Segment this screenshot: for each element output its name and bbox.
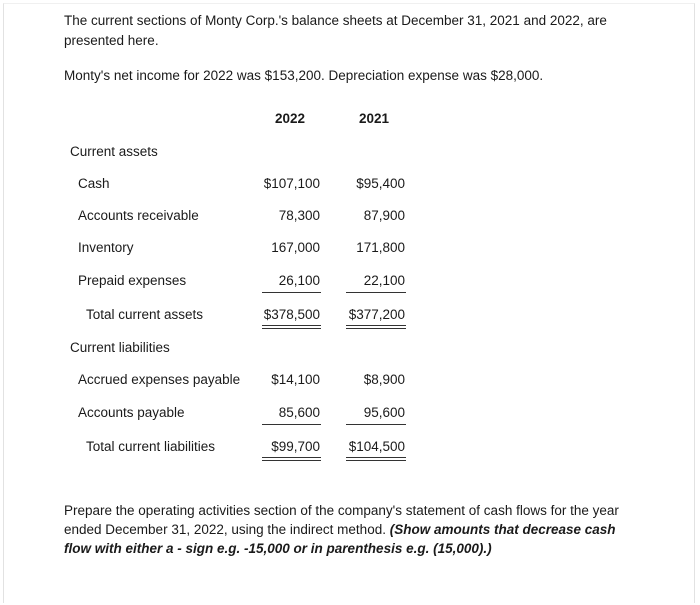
total-current-liabilities-2022: $99,700 [271, 439, 320, 454]
cash-label: Cash [78, 176, 110, 191]
prepaid-expenses-label: Prepaid expenses [78, 273, 187, 288]
total-current-assets-label: Total current assets [86, 307, 204, 322]
total-double-underline-2022-assets [262, 325, 321, 329]
prepaid-expenses-2021: 22,100 [363, 273, 405, 288]
total-current-assets-2022: $378,500 [263, 307, 320, 322]
accrued-expenses-payable-2022: $14,100 [271, 372, 320, 387]
column-header-2021: 2021 [358, 111, 390, 126]
subtotal-underline-2021-liabilities [346, 424, 406, 425]
accounts-receivable-2022: 78,300 [278, 208, 320, 223]
inventory-label: Inventory [78, 240, 134, 255]
accrued-expenses-payable-label: Accrued expenses payable [78, 372, 241, 387]
total-current-assets-2021: $377,200 [348, 307, 405, 322]
prepaid-expenses-2022: 26,100 [278, 273, 320, 288]
column-header-2022: 2022 [274, 111, 306, 126]
current-liabilities-heading: Current liabilities [70, 340, 170, 355]
instructions-main: Prepare the operating activities section of the company's statement of cash flows for the year ended December 31, 2022, using the indirect method. [64, 503, 619, 537]
total-double-underline-2021-liabilities [346, 457, 406, 461]
subtotal-underline-2022-liabilities [262, 424, 321, 425]
cash-2022: $107,100 [263, 176, 320, 191]
subtotal-underline-2021-assets [346, 292, 406, 293]
instructions-paragraph [64, 501, 644, 558]
current-assets-heading: Current assets [70, 144, 158, 159]
cash-2021: $95,400 [356, 176, 405, 191]
total-current-liabilities-2021: $104,500 [348, 439, 405, 454]
accounts-payable-label: Accounts payable [78, 405, 185, 420]
accounts-receivable-2021: 87,900 [363, 208, 405, 223]
net-income-paragraph: Monty's net income for 2022 was $153,200. Depreciation expense was $28,000. [64, 68, 544, 83]
subtotal-underline-2022-assets [262, 292, 321, 293]
accrued-expenses-payable-2021: $8,900 [363, 372, 405, 387]
total-current-liabilities-label: Total current liabilities [86, 439, 216, 454]
instructions-emphasis: (Show amounts that decrease cash flow with either a - sign e.g. -15,000 or in parenthesis e.g. (15,000).) [64, 522, 616, 556]
inventory-2022: 167,000 [271, 240, 320, 255]
total-double-underline-2022-liabilities [262, 457, 321, 461]
total-double-underline-2021-assets [346, 325, 406, 329]
accounts-payable-2022: 85,600 [278, 405, 320, 420]
intro-paragraph: The current sections of Monty Corp.'s balance sheets at December 31, 2021 and 2022, are presented here. [64, 13, 607, 48]
inventory-2021: 171,800 [356, 240, 405, 255]
accounts-payable-2021: 95,600 [363, 405, 405, 420]
accounts-receivable-label: Accounts receivable [78, 208, 199, 223]
